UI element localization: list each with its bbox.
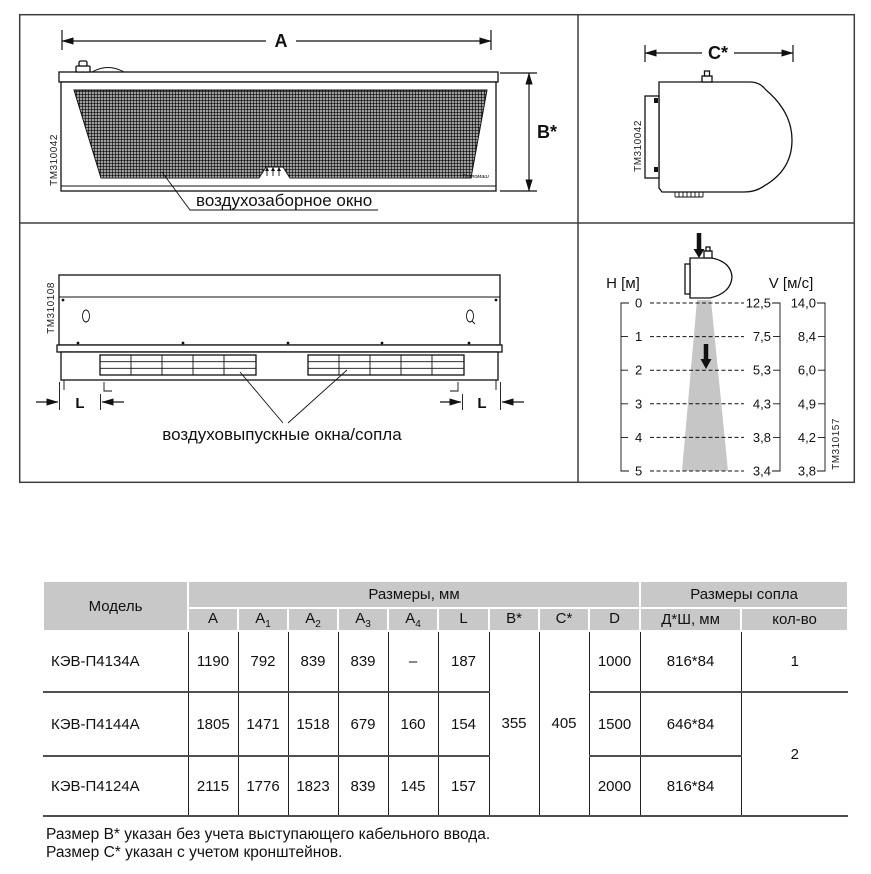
- cell-a1: 1471: [238, 692, 288, 756]
- top-flow-arrow-icon: [694, 233, 705, 258]
- intake-callout-label: воздухозаборное окно: [196, 191, 373, 210]
- svg-text:2: 2: [635, 362, 643, 378]
- bottom-back-panel: [59, 275, 500, 345]
- table-row: [43, 692, 848, 756]
- h-scale-bracket: [621, 303, 629, 471]
- cell-model: КЭВ-П4124А: [43, 756, 188, 816]
- svg-text:3,8: 3,8: [752, 429, 771, 445]
- cell-a2: 1518: [288, 692, 338, 756]
- cell-a: 2115: [188, 756, 238, 816]
- cell-qty-merged: 2: [741, 692, 848, 816]
- dim-l-right: [440, 395, 524, 412]
- side-view-code: TM310042: [633, 120, 644, 172]
- header-col-a: A: [188, 608, 238, 631]
- dim-l-extensions: [60, 382, 501, 410]
- svg-text:3,8: 3,8: [797, 463, 816, 479]
- svg-text:1: 1: [635, 329, 643, 345]
- svg-text:4,3: 4,3: [752, 396, 771, 412]
- bottom-view-drawing: [36, 275, 524, 444]
- svg-text:3,4: 3,4: [752, 463, 771, 479]
- header-col-a3: $A_3$: [338, 608, 388, 631]
- front-view-drawing: [49, 30, 557, 210]
- v-col1-bracket: [772, 303, 780, 471]
- cell-a1: 1776: [238, 756, 288, 816]
- svg-text:5: 5: [635, 463, 643, 479]
- header-col-nozzle-qty: кол-во: [741, 608, 848, 631]
- svg-text:12,5: 12,5: [745, 295, 771, 311]
- table-row: [43, 756, 848, 816]
- cable-gland: [76, 61, 124, 72]
- header-dims-group: Размеры, мм: [188, 581, 640, 608]
- perforated-grille: [74, 90, 487, 178]
- cell-a1: 792: [238, 631, 288, 692]
- header-nozzle-group: Размеры сопла: [640, 581, 848, 608]
- side-plate-tab-top: [654, 98, 658, 103]
- cell-a3: 839: [338, 631, 388, 692]
- cell-b-merged: 355: [489, 631, 539, 816]
- header-col-a2: $A_2$: [288, 608, 338, 631]
- v-col2-bracket: [817, 303, 825, 471]
- svg-text:4: 4: [635, 429, 643, 445]
- svg-text:6,0: 6,0: [797, 362, 816, 378]
- side-view-drawing: [633, 43, 793, 197]
- header-col-b: B*: [489, 608, 539, 631]
- jet-cone: [682, 300, 728, 471]
- cell-nozzle: 646*84: [640, 692, 741, 756]
- footnotes: [46, 826, 490, 861]
- footnote-b: Размер B* указан без учета выступающего кабельного ввода.: [46, 826, 491, 843]
- side-profile-fins: [675, 192, 703, 197]
- outlet-callout-label: воздуховыпускные окна/сопла: [162, 425, 402, 444]
- cell-a3: 839: [338, 756, 388, 816]
- cell-d: 1500: [589, 692, 640, 756]
- header-col-d: D: [589, 608, 640, 631]
- svg-text:7,5: 7,5: [752, 329, 771, 345]
- cell-l: 187: [438, 631, 489, 692]
- dim-l-left: [36, 395, 124, 412]
- cell-l: 154: [438, 692, 489, 756]
- dim-l-right-label: L: [477, 395, 487, 412]
- airflow-diagram: [606, 233, 842, 479]
- cell-d: 1000: [589, 631, 640, 692]
- outlet-grille-right: [308, 355, 464, 375]
- svg-text:4,9: 4,9: [797, 396, 816, 412]
- v-scale-col2: [791, 296, 816, 479]
- bottom-joint-strip: [57, 345, 502, 352]
- side-mounting-plate: [645, 96, 659, 178]
- dim-b-label: B*: [537, 122, 558, 142]
- header-col-a1: $A_1$: [238, 608, 288, 631]
- outlet-grille-left: [100, 355, 256, 375]
- h-scale-ticks: [635, 296, 642, 479]
- header-col-nozzle-size: Д*Ш, мм: [640, 608, 741, 631]
- cell-l: 157: [438, 756, 489, 816]
- cell-a4: 160: [388, 692, 438, 756]
- svg-text:5,3: 5,3: [752, 362, 771, 378]
- header-col-a4: $A_4$: [388, 608, 438, 631]
- brand-logo-text: Тепломаш: [462, 174, 489, 180]
- h-axis-label: H [м]: [606, 275, 640, 292]
- diagram-unit-profile: [685, 247, 732, 298]
- cell-nozzle: 816*84: [640, 631, 741, 692]
- airflow-arrows-icon: [265, 167, 281, 176]
- cell-model: КЭВ-П4144А: [43, 692, 188, 756]
- cell-a2: 1823: [288, 756, 338, 816]
- dimensions-table: [42, 580, 849, 817]
- cell-a4: 145: [388, 756, 438, 816]
- side-plate-tab-bottom: [654, 167, 658, 172]
- v-axis-label: V [м/с]: [768, 275, 814, 292]
- bracket-marks: [64, 380, 496, 391]
- cell-c-merged: 405: [539, 631, 589, 816]
- svg-text:8,4: 8,4: [797, 329, 816, 345]
- header-col-c: C*: [539, 608, 589, 631]
- front-unit-top-cap: [59, 72, 498, 82]
- header-model: Модель: [43, 581, 188, 631]
- svg-text:0: 0: [635, 295, 643, 311]
- front-view-code: TM310042: [49, 134, 60, 186]
- svg-text:14,0: 14,0: [790, 295, 816, 311]
- dim-l-left-label: L: [75, 395, 85, 412]
- svg-text:3: 3: [635, 396, 643, 412]
- airflow-diagram-code: TM310157: [831, 418, 842, 470]
- svg-text:4,2: 4,2: [797, 429, 816, 445]
- cell-qty: 1: [741, 631, 848, 692]
- cell-model: КЭВ-П4134А: [43, 631, 188, 692]
- header-col-l: L: [438, 608, 489, 631]
- cell-a4: –: [388, 631, 438, 692]
- cell-a: 1805: [188, 692, 238, 756]
- table-row: [43, 631, 848, 692]
- cell-a3: 679: [338, 692, 388, 756]
- side-profile-outline: [659, 82, 792, 192]
- cell-a: 1190: [188, 631, 238, 692]
- side-cable-gland: [702, 71, 712, 82]
- bottom-view-code: TM310108: [46, 282, 57, 334]
- cell-d: 2000: [589, 756, 640, 816]
- dim-b-extensions: [500, 73, 537, 191]
- dim-a-label: A: [274, 31, 288, 51]
- footnote-c: Размер C* указан с учетом кронштейнов.: [46, 843, 343, 861]
- v-scale-col1: [746, 296, 771, 479]
- dim-c-label: C*: [707, 43, 729, 63]
- cell-nozzle: 816*84: [640, 756, 741, 816]
- cell-a2: 839: [288, 631, 338, 692]
